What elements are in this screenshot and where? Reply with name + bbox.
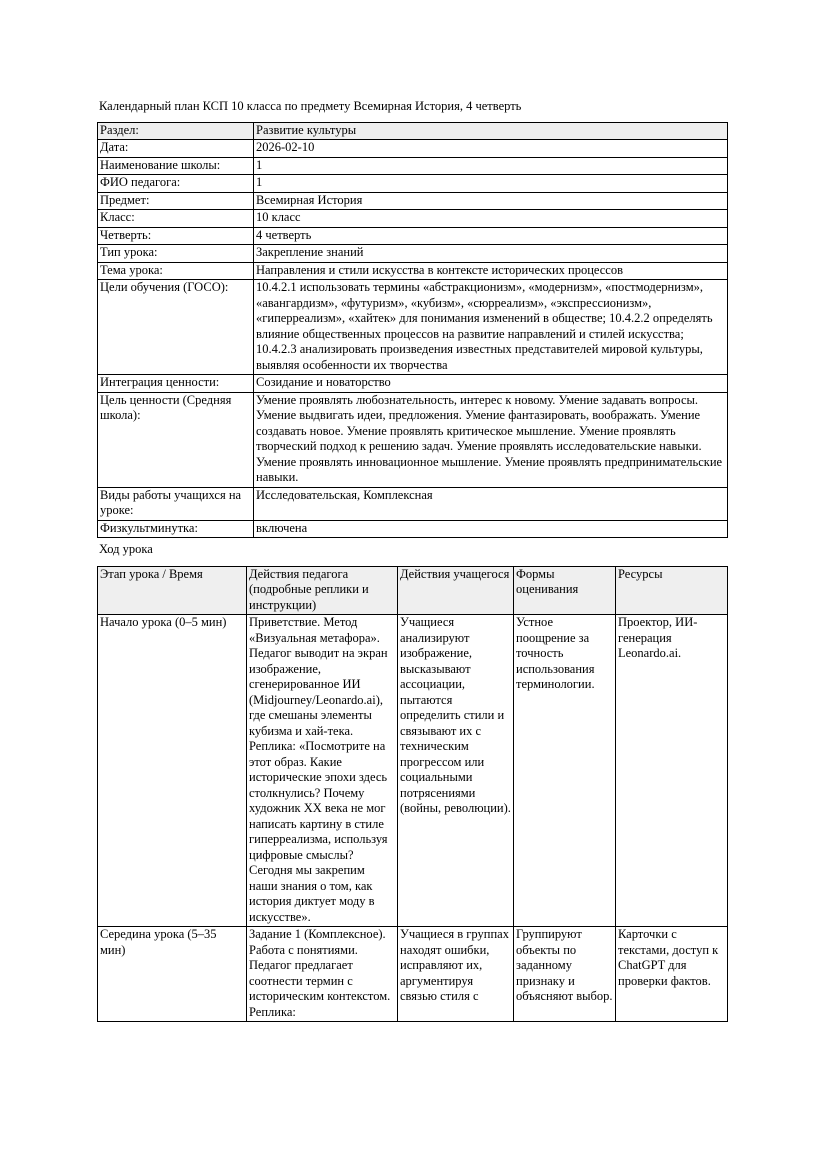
info-row-label: Цель ценности (Средняя школа): — [98, 392, 254, 487]
info-row-value: Развитие культуры — [254, 122, 728, 140]
info-row-label: Раздел: — [98, 122, 254, 140]
lesson-table — [97, 566, 728, 1023]
info-row-value: 10.4.2.1 использовать термины «абстракционизм», «модернизм», «постмодернизм», «авангардизм», «футуризм», «кубизм», «сюрреализм», «экспрессионизм», «гиперреализм», «хайтек» для понимания изменений в обществе; 10.4.2.2 определять влияние общественных процессов на развитие направлений и стилей искусства; 10.4.2.3 анализировать произведения известных представителей мировой культуры, выявляя особенности их творчества — [254, 280, 728, 375]
info-row — [98, 227, 728, 245]
info-row-value: Умение проявлять любознательность, интерес к новому. Умение задавать вопросы. Умение выдвигать идеи, предложения. Умение фантазировать, воображать. Умение создавать новое. Умение проявлять критическое мышление. Умение проявлять творческий подход к решению задач. Умение проявлять исследовательские навыки. Умение проявлять инновационное мышление. Умение проявлять предпринимательские навыки. — [254, 392, 728, 487]
info-row — [98, 392, 728, 487]
info-row — [98, 192, 728, 210]
info-row — [98, 375, 728, 393]
cell-student-actions: Учащиеся в группах находят ошибки, исправляют их, аргументируя связью стиля с — [398, 927, 514, 1022]
cell-resources: Проектор, ИИ-генерация Leonardo.ai. — [616, 615, 728, 927]
cell-assessment: Устное поощрение за точность использования терминологии. — [514, 615, 616, 927]
column-header-resources: Ресурсы — [616, 566, 728, 615]
info-row-label: Класс: — [98, 210, 254, 228]
column-header-assessment: Формы оценивания — [514, 566, 616, 615]
info-row-value: 1 — [254, 175, 728, 193]
info-row-label: ФИО педагога: — [98, 175, 254, 193]
info-row-label: Тип урока: — [98, 245, 254, 263]
info-row-value: Закрепление знаний — [254, 245, 728, 263]
info-row — [98, 122, 728, 140]
info-row-label: Наименование школы: — [98, 157, 254, 175]
info-row — [98, 175, 728, 193]
info-row-label: Виды работы учащихся на уроке: — [98, 487, 254, 520]
document-title: Календарный план КСП 10 класса по предмету Всемирная История, 4 четверть — [99, 99, 522, 113]
column-header-student-actions: Действия учащегося — [398, 566, 514, 615]
info-row-value: включена — [254, 520, 728, 538]
info-row-value: 1 — [254, 157, 728, 175]
info-row — [98, 245, 728, 263]
info-row — [98, 487, 728, 520]
cell-teacher-actions: Задание 1 (Комплексное). Работа с понятиями. Педагог предлагает соотнести термин с историческим контекстом. Реплика: — [247, 927, 398, 1022]
info-row — [98, 210, 728, 228]
info-row-label: Тема урока: — [98, 262, 254, 280]
lesson-row-start — [98, 615, 728, 927]
info-row-label: Четверть: — [98, 227, 254, 245]
section-heading: Ход урока — [99, 542, 153, 556]
info-row-label: Физкультминутка: — [98, 520, 254, 538]
document-content — [97, 99, 728, 1022]
cell-teacher-actions: Приветствие. Метод «Визуальная метафора». Педагог выводит на экран изображение, сгенерированное ИИ (Midjourney/Leonardo.ai), где смешаны элементы кубизма и хай-тека. Реплика: «Посмотрите на этот образ. Какие исторические эпохи здесь столкнулись? Почему художник XX века не мог написать картину в стиле гиперреализма, используя цифровые смыслы? Сегодня мы закрепим наши знания о том, как история диктует моду в искусстве». — [247, 615, 398, 927]
info-row-value: Созидание и новаторство — [254, 375, 728, 393]
info-row-label: Цели обучения (ГОСО): — [98, 280, 254, 375]
info-row-label: Интеграция ценности: — [98, 375, 254, 393]
lesson-row-middle — [98, 927, 728, 1022]
info-row-value: 4 четверть — [254, 227, 728, 245]
info-row-value: Направления и стили искусства в контексте исторических процессов — [254, 262, 728, 280]
info-row — [98, 140, 728, 158]
info-row — [98, 157, 728, 175]
cell-assessment: Группируют объекты по заданному признаку и объясняют выбор. — [514, 927, 616, 1022]
info-row — [98, 280, 728, 375]
cell-stage: Середина урока (5–35 мин) — [98, 927, 247, 1022]
info-row — [98, 520, 728, 538]
cell-student-actions: Учащиеся анализируют изображение, высказывают ассоциации, пытаются определить стили и связывают их с техническим прогрессом или социальными потрясениями (войны, революции). — [398, 615, 514, 927]
info-row-value: Всемирная История — [254, 192, 728, 210]
info-row-value: Исследовательская, Комплексная — [254, 487, 728, 520]
info-row — [98, 262, 728, 280]
info-row-label: Предмет: — [98, 192, 254, 210]
column-header-teacher-actions: Действия педагога (подробные реплики и инструкции) — [247, 566, 398, 615]
cell-resources: Карточки с текстами, доступ к ChatGPT для проверки фактов. — [616, 927, 728, 1022]
info-table — [97, 122, 728, 539]
column-header-stage: Этап урока / Время — [98, 566, 247, 615]
lesson-table-header-row — [98, 566, 728, 615]
cell-stage: Начало урока (0–5 мин) — [98, 615, 247, 927]
info-row-value: 10 класс — [254, 210, 728, 228]
info-row-value: 2026-02-10 — [254, 140, 728, 158]
info-row-label: Дата: — [98, 140, 254, 158]
